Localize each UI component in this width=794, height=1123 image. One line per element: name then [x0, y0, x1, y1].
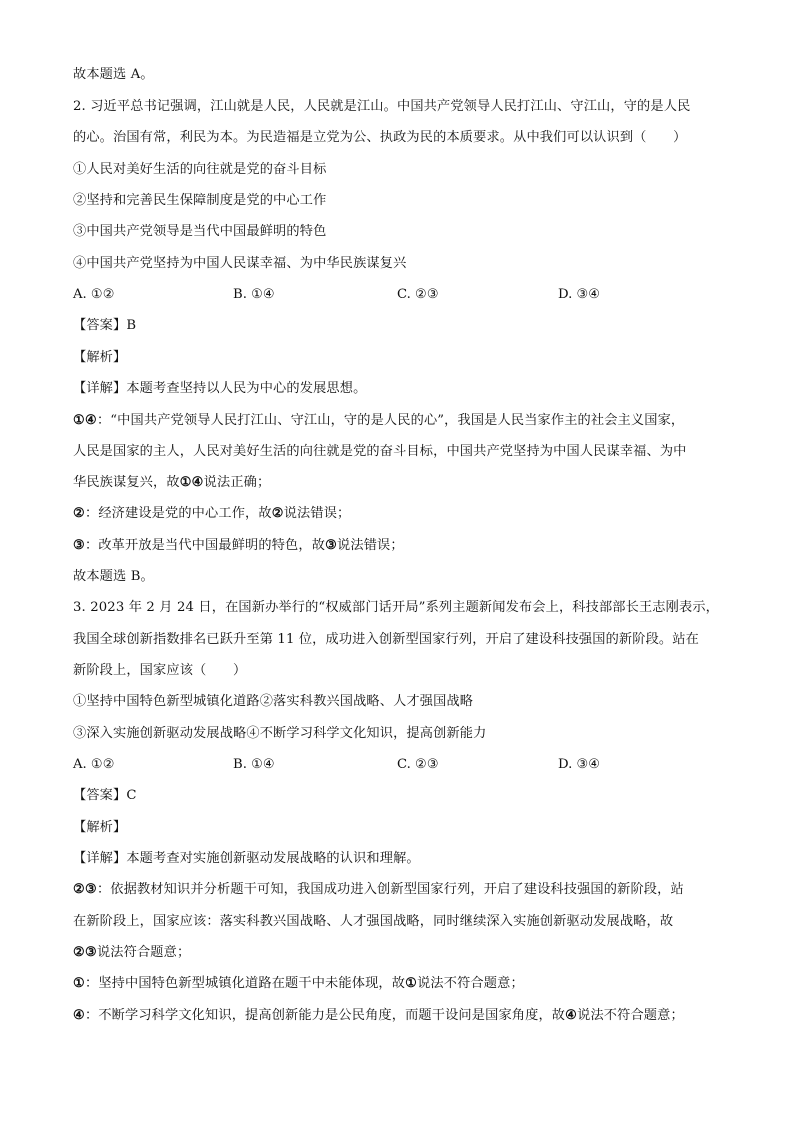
- question-2-option-a: A. ①②: [73, 287, 115, 302]
- explanation-text: 说法错误；: [337, 538, 404, 553]
- explanation-line: 人民是国家的主人，人民对美好生活的向往就是党的奋斗目标，中国共产党坚持为中国人民谋幸福、为中: [73, 444, 687, 459]
- statement-ref: ②: [73, 506, 85, 521]
- question-3-stem-cont: 新阶段上，国家应该（ ）: [73, 663, 247, 678]
- explanation-line: [73, 473, 270, 493]
- explanation-line: [73, 536, 404, 556]
- question-2-statement-3: ③中国共产党领导是当代中国最鲜明的特色: [73, 224, 327, 239]
- statement-ref: ②: [271, 506, 284, 521]
- explanation-text: 说法错误；: [283, 506, 351, 521]
- question-3-option-b: B. ①④: [233, 757, 275, 772]
- question-2-stem: 2. 习近平总书记强调，江山就是人民，人民就是江山。中国共产党领导人民打江山、守江山，守的是人民: [73, 99, 691, 114]
- statement-ref: ②③: [73, 945, 97, 960]
- explanation-text: ：依据教材知识并分析题干可知，我国成功进入创新型国家行列，开启了建设科技强国的新阶段，站: [96, 882, 684, 897]
- answer-label: 【答案】C: [73, 788, 137, 803]
- answer-label: 【答案】B: [73, 318, 137, 333]
- explanation-text: 说法不符合题意；: [417, 976, 524, 991]
- explanation-text: 说法不符合题意；: [577, 1008, 684, 1023]
- question-3-statements: ③深入实施创新驱动发展战略④不断学习科学文化知识，提高创新能力: [73, 726, 487, 741]
- text-line: 故本题选 B。: [73, 569, 154, 584]
- explanation-line: 在新阶段上，国家应该：落实科教兴国战略、人才强国战略，同时继续深入实施创新驱动发展战略，故: [73, 914, 674, 929]
- statement-ref: ①④: [73, 413, 97, 428]
- question-2-statement-4: ④中国共产党坚持为中国人民谋幸福、为中华民族谋复兴: [73, 256, 407, 271]
- statement-ref: ②③: [73, 882, 97, 897]
- explanation-text: ：“中国共产党领导人民打江山、守江山，守的是人民的心”，我国是人民当家作主的社会主义国家，: [96, 413, 685, 428]
- statement-ref: ①④: [179, 475, 204, 490]
- explanation-text: 华民族谋复兴，故: [73, 475, 180, 490]
- question-2-option-d: D. ③④: [558, 287, 601, 302]
- question-2-statement-1: ①人民对美好生活的向往就是党的奋斗目标: [73, 162, 327, 177]
- explanation-text: 说法正确；: [203, 475, 271, 490]
- explanation-text: ：经济建设是党的中心工作，故: [84, 506, 272, 521]
- question-2-option-b: B. ①④: [233, 287, 275, 302]
- statement-ref: ④: [565, 1008, 578, 1023]
- explanation-text: ：坚持中国特色新型城镇化道路在题干中未能体现，故: [84, 976, 406, 991]
- question-3-option-d: D. ③④: [558, 757, 601, 772]
- statement-ref: ③: [73, 538, 85, 553]
- text-line: 故本题选 A。: [73, 67, 154, 82]
- explanation-text: 说法符合题意；: [96, 945, 191, 960]
- detail-line: 【详解】本题考查对实施创新驱动发展战略的认识和理解。: [73, 851, 420, 866]
- explanation-line: [73, 1006, 684, 1026]
- explanation-line: [73, 943, 190, 963]
- analysis-label: 【解析】: [73, 350, 127, 365]
- explanation-line: [73, 880, 684, 900]
- statement-ref: ④: [73, 1008, 85, 1023]
- question-2-option-c: C. ②③: [397, 287, 439, 302]
- explanation-text: ：不断学习科学文化知识，提高创新能力是公民角度，而题干设问是国家角度，故: [84, 1008, 566, 1023]
- question-3-stem: 3. 2023 年 2 月 24 日，在国新办举行的“权威部门话开局”系列主题新闻发布会上，科技部部长王志刚表示，: [73, 600, 719, 615]
- question-3-option-a: A. ①②: [73, 757, 115, 772]
- detail-line: 【详解】本题考查坚持以人民为中心的发展思想。: [73, 381, 367, 396]
- question-2-stem-cont: 的心。治国有常，利民为本。为民造福是立党为公、执政为民的本质要求。从中我们可以认识到（ ）: [73, 130, 687, 145]
- question-2-statement-2: ②坚持和完善民生保障制度是党的中心工作: [73, 193, 327, 208]
- explanation-text: ：改革开放是当代中国最鲜明的特色，故: [84, 538, 326, 553]
- question-3-statements: ①坚持中国特色新型城镇化道路②落实科教兴国战略、人才强国战略: [73, 694, 474, 709]
- explanation-line: [73, 504, 350, 524]
- explanation-line: [73, 974, 524, 994]
- analysis-label: 【解析】: [73, 820, 127, 835]
- statement-ref: ①: [405, 976, 418, 991]
- statement-ref: ③: [325, 538, 338, 553]
- explanation-line: [73, 411, 684, 431]
- statement-ref: ①: [73, 976, 85, 991]
- question-3-stem-cont: 我国全球创新指数排名已跃升至第 11 位，成功进入创新型国家行列，开启了建设科技强国的新阶段。站在: [73, 632, 699, 647]
- question-3-option-c: C. ②③: [397, 757, 439, 772]
